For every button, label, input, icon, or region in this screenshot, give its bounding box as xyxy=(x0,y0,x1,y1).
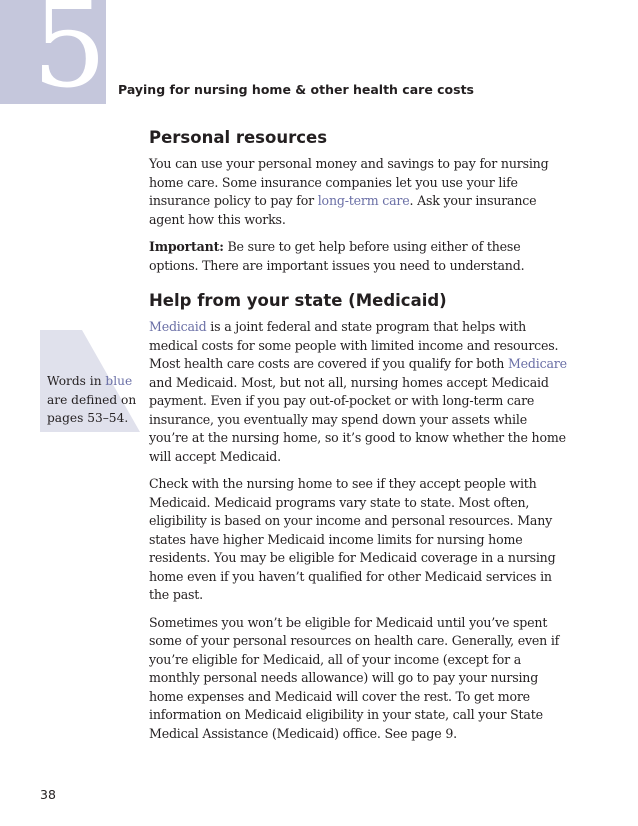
text: Be sure to get help before using either of these options. There are important issues you need to understand. xyxy=(149,239,525,273)
sidebar-note xyxy=(47,372,140,428)
paragraph xyxy=(149,238,567,275)
paragraph xyxy=(149,318,567,466)
text: You can use your personal money and savings to pay for nursing home care. Some insurance companies let you use your life insurance policy to pay for xyxy=(149,156,549,208)
page-number: 38 xyxy=(40,787,56,802)
glossary-term-link[interactable]: Medicare xyxy=(507,356,567,371)
chapter-number: 5 xyxy=(32,0,108,114)
paragraph xyxy=(149,155,567,229)
section-heading-medicaid: Help from your state (Medicaid) xyxy=(149,291,447,310)
text: and Medicaid. Most, but not all, nursing homes accept Medicaid payment. Even if you pay out-of-pocket or with long-term care insurance, you eventually may spend down your assets while you’re at the nursing home, so it’s good to know whether the home will accept Medicaid. xyxy=(149,374,566,464)
text: Words in xyxy=(47,374,106,388)
chapter-number-box xyxy=(0,0,108,114)
glossary-term: blue xyxy=(105,374,133,388)
text: is a joint federal and state program that helps with medical costs for some people with limited income and resources. Most health care costs are covered if you qualify for both xyxy=(149,319,559,371)
running-header: Paying for nursing home & other health care costs xyxy=(118,82,474,97)
paragraph: Check with the nursing home to see if they accept people with Medicaid. Medicaid programs vary state to state. Most often, eligibility is based on your income and personal resources. Many states have higher Medicaid income limits for nursing home residents. You may be eligible for Medicaid coverage in a nursing home even if you haven’t qualified for other Medicaid services in the past. xyxy=(149,476,556,602)
text: are defined on pages 53–54. xyxy=(47,392,137,425)
glossary-term-link[interactable]: long-term care xyxy=(317,193,410,208)
glossary-term-link[interactable]: Medicaid xyxy=(149,319,207,334)
main-content xyxy=(149,128,567,752)
important-label: Important: xyxy=(149,239,224,254)
paragraph: Sometimes you won’t be eligible for Medicaid until you’ve spent some of your personal resources on health care. Generally, even if you’re eligible for Medicaid, all of your income (except for a monthly personal needs allowance) will go to pay your nursing home expenses and Medicaid will cover the rest. To get more information on Medicaid eligibility in your state, call your State Medical Assistance (Medicaid) office. See page 9. xyxy=(149,614,560,741)
text: . Ask your insurance agent how this works. xyxy=(149,193,537,227)
glossary-note-sidebar xyxy=(40,330,140,432)
section-heading-personal-resources: Personal resources xyxy=(149,128,328,147)
